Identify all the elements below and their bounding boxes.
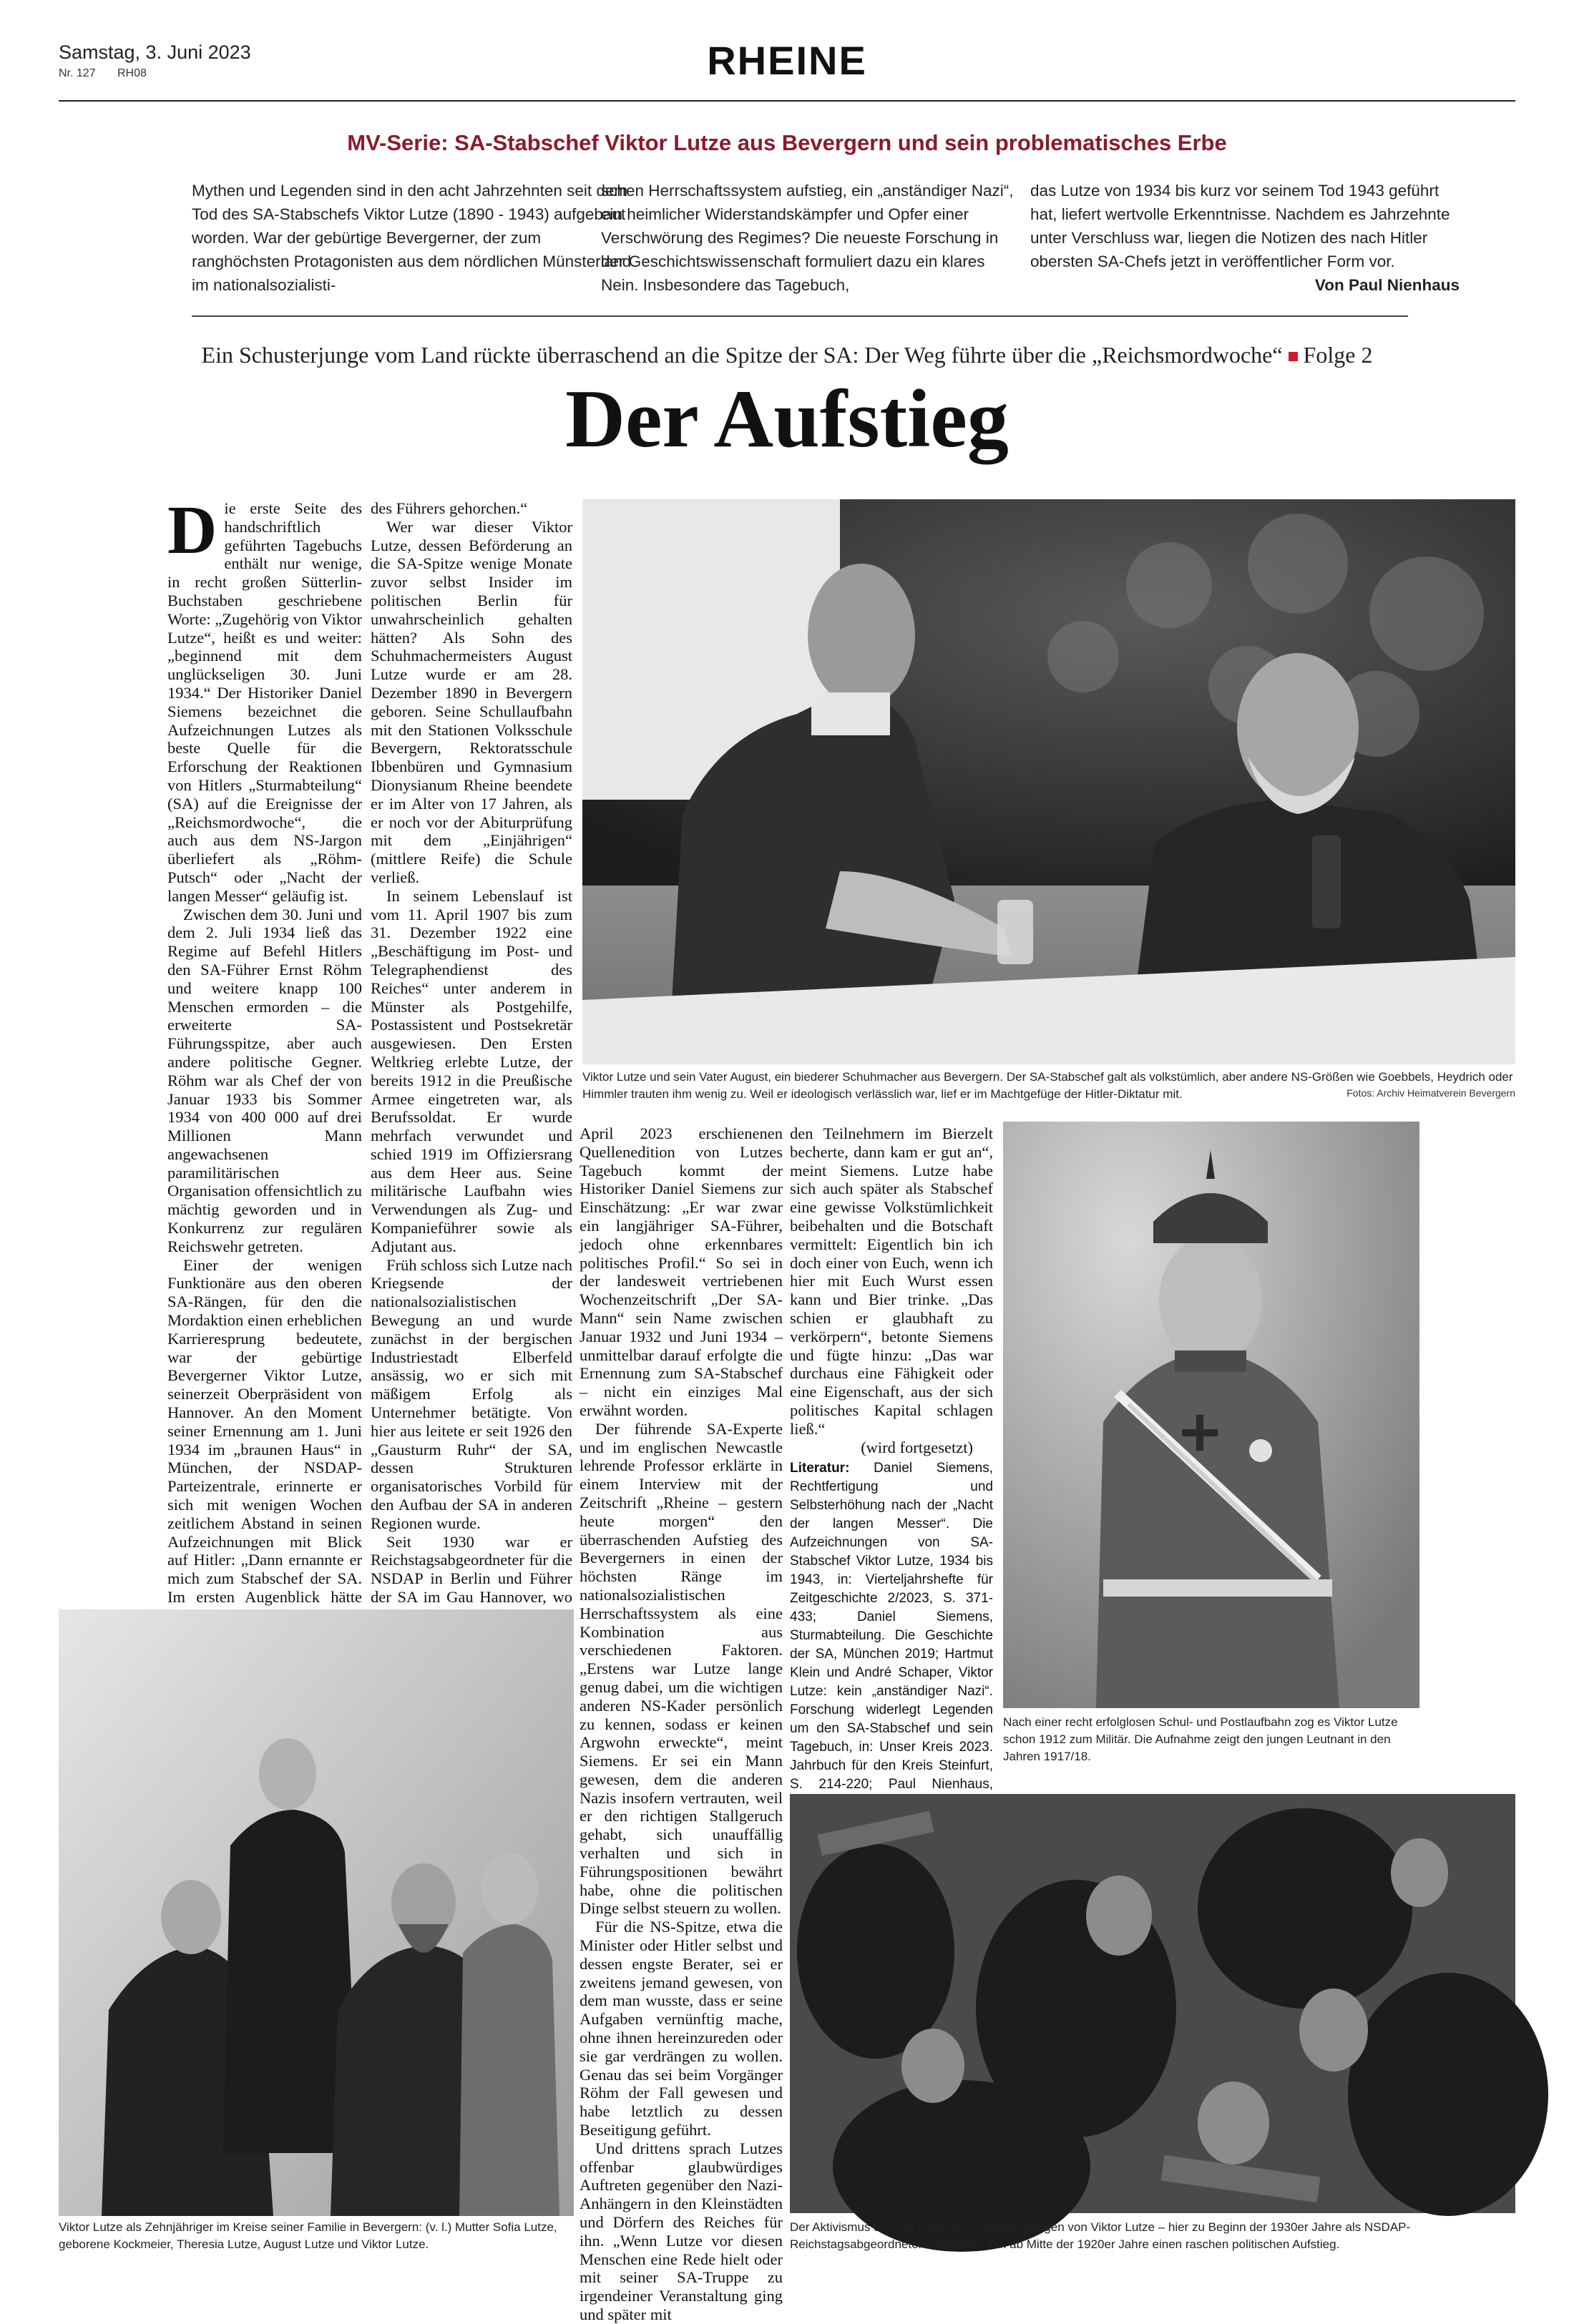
caption-reichstag-photo: Der Aktivismus und die politischen Überzeugungen von Viktor Lutze – hier zu Beginn der 1930er Jahre als NSDAP-Reichstagsabgeordneter – erlauben ihm ab Mitte der 1920er Jahre einen raschen politischen Aufstieg. xyxy=(790,2220,1411,2251)
photo-lutze-and-father xyxy=(582,499,1515,1064)
intro-column-3 xyxy=(1030,179,1460,297)
headline: Der Aufstieg xyxy=(565,373,1009,465)
literature-label: Literatur: xyxy=(790,1461,850,1476)
masthead-rule xyxy=(59,100,1515,102)
issue-number: Nr. 127 xyxy=(59,67,96,79)
photo-soldier-portrait xyxy=(1003,1122,1419,1708)
body-column-2 xyxy=(371,499,572,1608)
intro-column-2: schen Herrschaftssystem aufstieg, ein „anständiger Nazi“, ein heimlicher Widerstandskämpfer und Opfer einer Verschwörung des Regimes? Die neueste Forschung in der Geschichtswissenschaft formuliert dazu ein klares Nein. Insbesondere das Tagebuch, xyxy=(601,182,1014,294)
red-square-icon xyxy=(1289,352,1298,361)
series-line: MV-Serie: SA-Stabschef Viktor Lutze aus Bevergern und sein problematisches Erbe xyxy=(347,130,1227,155)
author-byline: Von Paul Nienhaus xyxy=(1314,276,1460,294)
page-code: RH08 xyxy=(117,67,147,79)
continued-note: (wird fortgesetzt) xyxy=(861,1438,973,1456)
paragraph: Einer der wenigen Funktionäre aus den oberen SA-Rängen, für den die Mordaktion einen erheblichen Karrieresprung bedeutete, war der gebürtige Bevergerner Viktor Lutze, seinerzeit Oberpräsident von Hannover. An den Moment seiner Ernennung am 1. Juni 1934 im „braunen Haus“ in München, der NSDAP-Parteizentrale, erinnerte er sich mit wenigen Wochen zeitlichem Abstand in seinen Aufzeichnungen mit Blick auf Hitler: „Dann ernannte er mich zum Stabschef der SA. Im ersten Augenblick hätte xyxy=(167,1255,362,1607)
caption-family-photo: Viktor Lutze als Zehnjähriger im Kreise seiner Familie in Bevergern: (v. l.) Mutter Sofia Lutze, geborene Kockmeier, Theresia Lutze, August Lutze und Viktor Lutze. xyxy=(59,2220,557,2251)
paragraph: Zwischen dem 30. Juni und dem 2. Juli 1934 ließ das Regime auf Befehl Hitlers den SA-Führer Ernst Röhm und weitere knapp 100 Menschen ermorden – die erweiterte SA-Führungsspitze, aber auch andere politische Gegner. Röhm war als Chef der von Januar 1933 bis Sommer 1934 von 400 000 auf drei Millionen Mann angewachsenen paramilitärischen Organisation offensichtlich zu mächtig geworden und in Konkurrenz zur regulären Reichswehr getreten. xyxy=(167,905,362,1255)
paragraph: des Führers gehorchen.“ xyxy=(371,499,528,517)
paragraph: den Teilnehmern im Bierzelt becherte, dann kam er gut an“, meint Siemens. Lutze habe sich auch später als Stabschef eine gewisse Volkstümlichkeit beibehalten und die Botschaft vermittelt: Eigentlich bin ich doch einer von Euch, wenn ich hier mit Euch Wurst essen kann und Bier trinke. „Das schien er glaubhaft zu verkörpern“, betonte Siemens und fügte hinzu: „Das war durchaus eine Fähigkeit oder eine Eigenschaft, aus der sich politisches Kapital schlagen ließ.“ xyxy=(790,1124,993,1438)
body-column-1 xyxy=(167,491,362,1607)
photo-credit: Fotos: Archiv Heimatverein Bevergern xyxy=(1346,1087,1515,1099)
section-title: RHEINE xyxy=(707,38,867,83)
paragraph: Wer war dieser Viktor Lutze, dessen Beförderung an die SA-Spitze wenige Monate zuvor selbst Insider im politischen Berlin für unwahrscheinlich gehalten hätten? Als Sohn des Schuhmachermeisters August Lutze wurde er am 28. Dezember 1890 in Bevergern geboren. Seine Schullaufbahn mit den Stationen Volksschule Bevergern, Rektoratsschule Ibbenbüren und Gymnasium Dionysianum Rheine beendete er im Alter von 17 Jahren, als er noch vor der Abiturprüfung mit dem „Einjährigen“ (mittlere Reife) die Schule verließ. xyxy=(371,517,572,886)
episode-label: Folge 2 xyxy=(1303,342,1373,368)
intro-column-3-text: das Lutze von 1934 bis kurz vor seinem Tod 1943 geführt hat, liefert wertvolle Erkenntnisse. Nachdem es Jahrzehnte unter Verschluss war, liegen die Notizen des nach Hitler obersten SA-Chefs jetzt in veröffentlicher Form vor. xyxy=(1030,182,1450,270)
paragraph: Früh schloss sich Lutze nach Kriegsende der nationalsozialistischen Bewegung an und wurde zunächst in der bergischen Industriestadt Elberfeld ansässig, wo er sich mit mäßigem Erfolg als Unternehmer betätigte. Von hier aus leitete er seit 1926 den „Gausturm Ruhr“ der SA, dessen Strukturen organisatorisches Vorbild für den Aufbau der SA in anderen Regionen wurde. xyxy=(371,1255,572,1532)
caption-top-photo: Viktor Lutze und sein Vater August, ein biederer Schuhmacher aus Bevergern. Der SA-Stabschef galt als volkstümlich, aber andere NS-Größen wie Goebbels, Heydrich oder Himmler trauten ihm wenig zu. Weil er ideologisch verlässlich war, lief er im Machtgefüge der Hitler-Diktatur mit. xyxy=(582,1070,1513,1101)
paragraph xyxy=(167,491,362,906)
subheadline xyxy=(59,342,1515,368)
drop-cap: D xyxy=(167,491,217,568)
issue-date: Samstag, 3. Juni 2023 xyxy=(59,41,251,63)
subheadline-text: Ein Schusterjunge vom Land rückte überraschend an die Spitze der SA: Der Weg führte über die „Reichsmordwoche“ xyxy=(201,342,1283,368)
paragraph: Und drittens sprach Lutzes offenbar glaubwürdiges Auftreten gegenüber den Nazi-Anhängern in den Kleinstädten und Dörfern des Reiches für ihn. „Wenn Lutze vor diesen Menschen eine Rede hielt oder mit seiner SA-Truppe zu irgendeiner Veranstaltung ging und später mit xyxy=(580,2139,783,2323)
paragraph: Der führende SA-Experte und im englischen Newcastle lehrende Professor erklärte in einem Interview mit der Zeitschrift „Rheine – gestern heute morgen“ den überraschenden Aufstieg des Bevergerners in einen der höchsten Ränge im nationalsozialistischen Herrschaftssystem als eine Kombination aus verschiedenen Faktoren. „Erstens war Lutze lange genug dabei, um die wichtigen anderen NS-Kader persönlich zu kennen, sodass er keinen Argwohn erweckte“, meint Siemens. Er sei ein Mann gewesen, dem die anderen Nazis insofern vertrauten, weil er den richtigen Stallgeruch gehabt, sich unauffällig verhalten und sich in Führungspositionen bewährt habe, ohne die politischen Dinge selbst steuern zu wollen. xyxy=(580,1419,783,1918)
paragraph: Für die NS-Spitze, etwa die Minister oder Hitler selbst und dessen engste Berater, sei er zweitens jemand gewesen, von dem man wusste, dass er seine Aufgaben vernünftig mache, ohne ihnen hereinzureden oder sie gar verdrängen zu wollen. Genau das sei beim Vorgänger Röhm der Fall gewesen und habe letztlich zu dessen Beseitigung geführt. xyxy=(580,1918,783,2139)
paragraph: In seinem Lebenslauf ist vom 11. April 1907 bis zum 31. Dezember 1922 eine „Beschäftigung im Post- und Telegraphendienst des Reiches“ unter anderem in Münster als Postgehilfe, Postassistent und Postsekretär ausgewiesen. Den Ersten Weltkrieg erlebte Lutze, der bereits 1912 in die Preußische Armee eingetreten war, als Berufssoldat. Er wurde mehrfach verwundet und schied 1919 im Offiziersrang aus dem Heer aus. Seine militärische Laufbahn wies Verwendungen als Zug- und Kompanieführer sowie als Adjutant aus. xyxy=(371,886,572,1255)
photo-reichstag xyxy=(790,1794,1515,2213)
paragraph: Seit 1930 war er Reichstagsabgeordneter für die NSDAP in Berlin und Führer der SA im Gau Hannover, wo xyxy=(371,1532,572,1607)
intro-rule xyxy=(192,315,1408,317)
caption-soldier-photo: Nach einer recht erfolglosen Schul- und Postlaufbahn zog es Viktor Lutze schon 1912 zum Militär. Die Aufnahme zeigt den jungen Leutnant in den Jahren 1917/18. xyxy=(1003,1715,1398,1763)
body-column-3 xyxy=(580,1124,783,2323)
paragraph: April 2023 erschienenen Quellenedition von Lutzes Tagebuch kommt der Historiker Daniel Siemens zur Einschätzung: „Er war zwar ein langjähriger SA-Führer, jedoch ohne erkennbares politisches Profil.“ So sei in der landesweit vertriebenen Wochenzeitschrift „Der SA-Mann“ sein Name zwischen Januar 1932 und Juni 1934 – unmittelbar darauf erfolgte die Ernennung zum SA-Stabschef – nicht ein einziges Mal erwähnt worden. xyxy=(580,1124,783,1419)
paragraph-text: ie erste Seite des handschriftlich geführten Tagebuchs enthält nur wenige, in recht großen Sütterlin-Buchstaben geschriebene Worte: „Zugehörig von Viktor Lutze“, heißt es und weiter: „beginnend mit dem unglückseligen 30. Juni 1934.“ Der Historiker Daniel Siemens bezeichnet die Aufzeichnungen Lutzes als beste Quelle für die Erforschung der Reaktionen von Hitlers „Sturmabteilung“ (SA) auf die Ereignisse der „Reichsmordwoche“, die auch aus dem NS-Jargon überliefert als „Röhm-Putsch“ oder „Nacht der langen Messer“ geläufig ist. xyxy=(167,499,362,905)
literature-text: Daniel Siemens, Rechtfertigung und Selbsterhöhung nach der „Nacht der langen Messer“. Die Aufzeichnungen von SA-Stabschef Viktor Lutze, 1934 bis 1943, in: Vierteljahrshefte für Zeitgeschichte 2/2023, S. 371-433; Daniel Siemens, Sturmabteilung. Die Geschichte der SA, München 2019; Hartmut Klein und André Schaper, Viktor Lutze: kein „anständiger Nazi“. Forschung widerlegt Legenden um den SA-Stabschef und sein Tagebuch, in: Unser Kreis 2023. Jahrbuch für den Kreis Steinfurt, S. 214-220; Paul Nienhaus, xyxy=(790,1461,993,1793)
intro-column-1: Mythen und Legenden sind in den acht Jahrzehnten seit dem Tod des SA-Stabschefs Viktor Lutze (1890 - 1943) aufgebaut worden. War der gebürtige Bevergerner, der zum ranghöchsten Protagonisten aus dem nördlichen Münsterland im nationalsozialisti- xyxy=(192,182,632,294)
photo-family xyxy=(59,1609,574,2216)
